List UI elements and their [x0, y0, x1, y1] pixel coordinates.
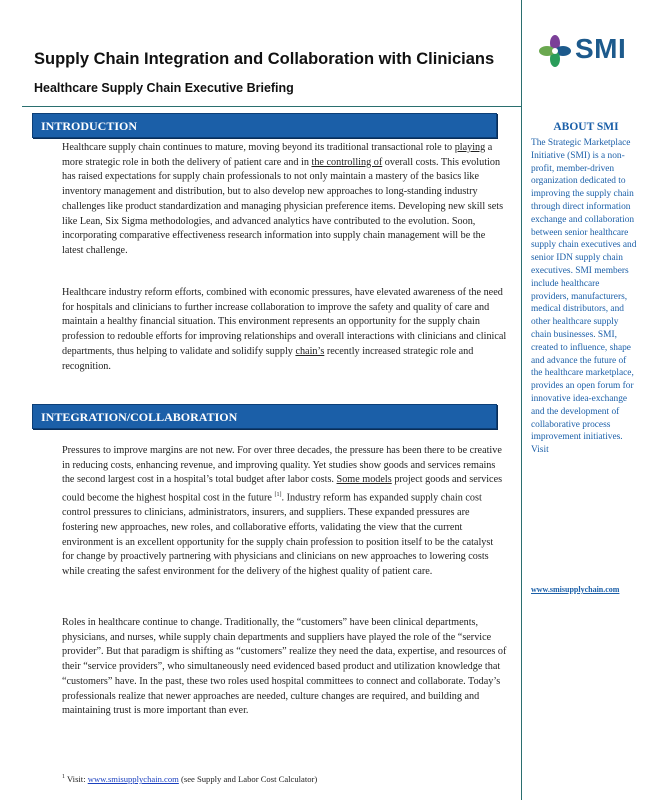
integration-paragraph-1: [62, 444, 507, 580]
underlined-text: the controlling of: [311, 156, 383, 168]
integration-paragraph-2: Roles in healthcare continue to change. Traditionally, the “customers” have been clinical departments, physicians, and nurses, while supply chain departments and suppliers have played the role of the “service provider”. But that paradigm is shifting as “customers” realize they need the data, expertise, and resources of their “service providers”, who simultaneously need evidenced based product and utilization knowledge that “customers” have. In the past, these two roles used hospital committees to connect and collaborate. Today’s professionals realize that newer approaches are needed, culture changes are required, and building and maintaining trust is more important than ever.: [62, 617, 507, 717]
column-divider: [521, 0, 522, 800]
text-run: Pressures to improve margins are not new. For over three decades, the pressure has been there to be creative in reducing costs, enhancing revenue, and improving quality. Yet studies show goods and services remains the second largest cost in a hospital’s total budget after labor costs.: [62, 445, 502, 486]
section-heading-introduction: INTRODUCTION: [32, 113, 497, 138]
text-run: overall costs. This evolution has raised expectations for supply chain professionals to not only maintain a mastery of the basics like inventory management and distribution, but to also develop new approaches to long-standing industry challenges like product standardization and managing physician preference items. Developing new skill sets like Lean, Six Sigma methodologies, and advanced analytics have contributed to the evolution. Soon, incorporating comparative effectiveness research information into supply chain management will be the latest challenge.: [62, 156, 504, 256]
sidebar-body: The Strategic Marketplace Initiative (SMI) is a non-profit, member-driven organization dedicated to improving the supply chain through direct information exchange and collaboration between senior healthcare supply chain executives and senior IDN supply chain executives. SMI members include healthcare providers, manufacturers, medical distributors, and other healthcare supply chain businesses. SMI, created to influence, shape and advance the future of the healthcare marketplace, provides an open forum for innovative idea-exchange and the development of collaborative process improvement initiatives. Visit: [531, 138, 637, 456]
footnote: [62, 774, 502, 784]
intro-paragraph-1: [62, 141, 507, 259]
text-run: . Industry reform has expanded supply chain cost control pressures to clinicians, administrators, insurers, and suppliers. These expanded pressures are fostering new approaches, new roles, and collaborative efforts, validating the view that the current environment is an excellent opportunity for the supply chain profession to position itself to be the catalyst for change by proactively partnering with physicians and clinicians on new approaches to lowering costs while creating the safest environment for the delivery of the highest quality of patient care.: [62, 492, 494, 578]
text-run: Healthcare industry reform efforts, combined with economic pressures, have elevated awareness of the need for hospitals and clinicians to further increase collaboration to improve the safety and quality of care and maintain a healthy financial situation. This environment represents an opportunity for the supply chain profession to redouble efforts for improving relationships and overall interactions with clinicians and clinical departments, thus helping to validate and solidify supply: [62, 287, 507, 357]
footnote-label: Visit:: [65, 774, 88, 784]
text-run: recently increased strategic role and recognition.: [62, 345, 474, 372]
sidebar-website-link[interactable]: www.smisupplychain.com: [531, 585, 620, 594]
text-run: Healthcare supply chain continues to mature, moving beyond its traditional transactional role to: [62, 142, 455, 153]
header-divider: [22, 106, 521, 107]
underlined-text: chain’s: [295, 345, 325, 357]
footnote-text: (see Supply and Labor Cost Calculator): [178, 774, 318, 784]
underlined-text: playing: [454, 142, 486, 153]
section-heading-integration: INTEGRATION/COLLABORATION: [32, 404, 497, 429]
footnote-link[interactable]: www.smisupplychain.com: [87, 774, 179, 784]
text-run: a more strategic role in both the delivery of patient care and in: [62, 142, 493, 168]
page-title: Supply Chain Integration and Collaboration with Clinicians: [34, 50, 495, 68]
intro-paragraph-2: [62, 286, 507, 374]
page-subtitle: Healthcare Supply Chain Executive Briefing: [34, 81, 294, 95]
sidebar-heading: ABOUT SMI: [553, 121, 619, 133]
underlined-text: Some models: [336, 474, 392, 486]
footnote-marker: 1: [62, 774, 65, 781]
smi-logo-text: SMI: [575, 33, 627, 64]
footnote-reference[interactable]: [1]: [274, 492, 282, 499]
text-run: project goods and services could become the highest hospital cost in the future: [62, 474, 503, 504]
